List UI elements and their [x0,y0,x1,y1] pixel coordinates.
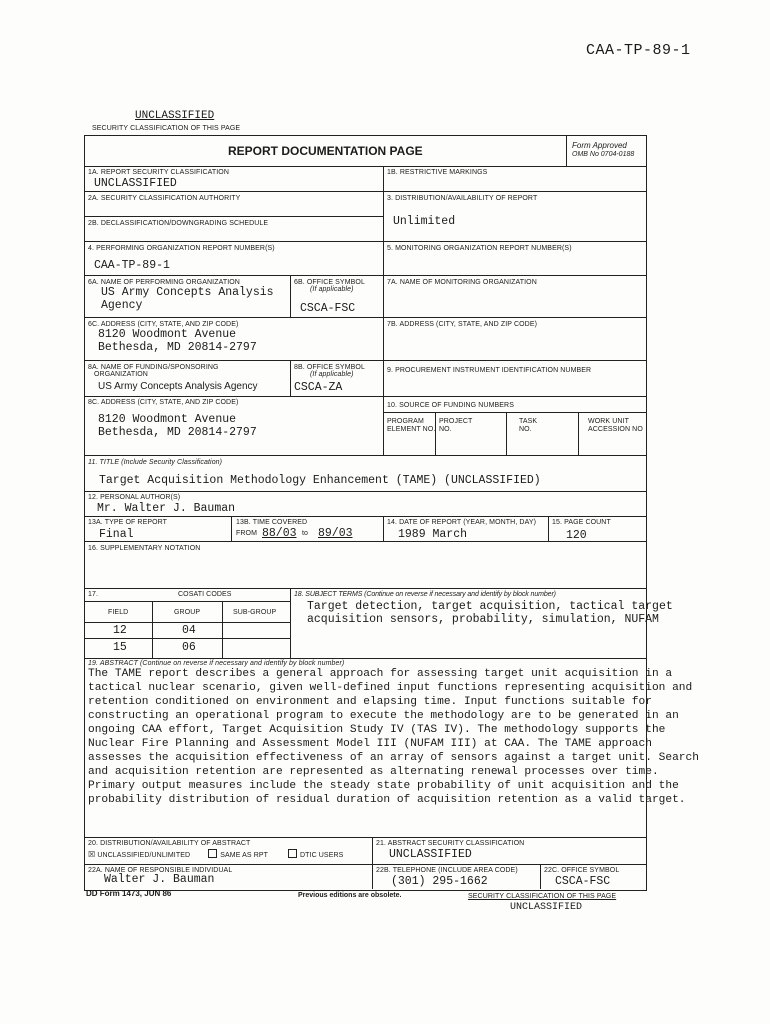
f8b-label: 8B. OFFICE SYMBOL [294,364,365,371]
opt-unclassified-unlimited: UNCLASSIFIED/UNLIMITED [97,852,191,859]
form-title: REPORT DOCUMENTATION PAGE [228,144,423,158]
f15-label: 15. PAGE COUNT [552,519,611,526]
form-approved: Form Approved [572,141,627,150]
f13a-label: 13A. TYPE OF REPORT [88,519,168,526]
f3-label: 3. DISTRIBUTION/AVAILABILITY OF REPORT [387,195,538,202]
f10-task-1: TASK [519,418,538,425]
f7b-label: 7B. ADDRESS (CITY, STATE, AND ZIP CODE) [387,321,538,328]
f6b-sub: (If applicable) [310,286,354,293]
abstract-security-classification: UNCLASSIFIED [389,848,472,861]
f22b-label: 22B. TELEPHONE (INCLUDE AREA CODE) [376,867,518,874]
abstract-line: probability distribution of residual duration of acquisition retention as a valid target. [88,794,686,806]
f8a-label1: 8A. NAME OF FUNDING/SPONSORING [88,364,219,371]
checked-box-icon: ☒ [88,850,96,859]
report-type: Final [99,528,134,541]
distribution-value: Unlimited [393,215,456,228]
abstract-line: assesses the acquisition effectiveness of an array of sensors against a target unit. Search [88,752,699,764]
f1b-label: 1B. RESTRICTIVE MARKINGS [387,169,488,176]
f12-label: 12. PERSONAL AUTHOR(S) [88,494,181,501]
opt-same-as-rpt: SAME AS RPT [220,852,268,859]
f18-label: 18. SUBJECT TERMS (Continue on reverse if necessary and identify by block number) [294,591,556,598]
top-classification: UNCLASSIFIED [135,110,215,122]
funding-address-line1: 8120 Woodmont Avenue [98,413,237,426]
f13b-to-label: to [302,530,309,537]
f10-label: 10. SOURCE OF FUNDING NUMBERS [387,402,514,409]
f16-label: 16. SUPPLEMENTARY NOTATION [88,545,201,552]
funding-office-symbol: CSCA-ZA [294,381,343,394]
opt-dtic-users: DTIC USERS [300,852,344,859]
f2b-label: 2B. DECLASSIFICATION/DOWNGRADING SCHEDULE [88,220,269,227]
form-id: DD Form 1473, JUN 86 [86,889,172,898]
cosati-group-1: 04 [182,624,196,637]
performing-report-number: CAA-TP-89-1 [94,259,170,272]
f22c-label: 22C. OFFICE SYMBOL [544,867,620,874]
report-date: 1989 March [398,528,468,541]
abstract-line: constructing an operational program to execute the methodology are to be generated in an [88,710,679,722]
abstract-line: ongoing CAA effort, Target Acquisition Study IV (TAS IV). The methodology supports the [88,724,666,736]
funding-address-line2: Bethesda, MD 20814-2797 [98,426,257,439]
f10-project-1: PROJECT [439,418,473,425]
f5-label: 5. MONITORING ORGANIZATION REPORT NUMBER(S) [387,245,572,252]
performing-org-line2: Agency [101,299,143,312]
subject-terms-line2: acquisition sensors, probability, simulation, NUFAM [307,613,659,626]
office-symbol-22c: CSCA-FSC [555,875,611,888]
footer-security-label: SECURITY CLASSIFICATION OF THIS PAGE [468,893,617,900]
performing-address-line1: 8120 Woodmont Avenue [98,328,237,341]
f6b-label: 6B. OFFICE SYMBOL [294,279,365,286]
f20-label: 20. DISTRIBUTION/AVAILABILITY OF ABSTRACT [88,840,251,847]
f20-options [88,849,343,860]
responsible-individual: Walter J. Bauman [104,873,215,886]
f6c-label: 6C. ADDRESS (CITY, STATE, AND ZIP CODE) [88,321,239,328]
subject-terms-line1: Target detection, target acquisition, tactical target [307,600,673,613]
time-to: 89/03 [318,527,353,540]
abstract-line: and acquisition retention are represented as alternating renewal processes over time. [88,766,659,778]
f21-label: 21. ABSTRACT SECURITY CLASSIFICATION [376,840,525,847]
f4-label: 4. PERFORMING ORGANIZATION REPORT NUMBER(S) [88,245,275,252]
f14-label: 14. DATE OF REPORT (YEAR, MONTH, DAY) [387,519,537,526]
performing-office-symbol: CSCA-FSC [300,302,356,315]
f9-label: 9. PROCUREMENT INSTRUMENT IDENTIFICATION NUMBER [387,367,592,374]
funding-org-name: US Army Concepts Analysis Agency [98,381,258,392]
f10-task-2: NO. [519,426,532,433]
f1a-label: 1A. REPORT SECURITY CLASSIFICATION [88,169,229,176]
group-header: GROUP [174,609,201,616]
f17-label: 17. [88,591,99,598]
personal-author: Mr. Walter J. Bauman [97,502,236,515]
cosati-codes: COSATI CODES [178,591,232,598]
abstract-line: The TAME report describes a general approach for assessing target unit acquisition in a [88,668,673,680]
security-page-label: SECURITY CLASSIFICATION OF THIS PAGE [92,125,241,132]
f10-work-2: ACCESSION NO [588,426,643,433]
f10-program-1: PROGRAM [387,418,424,425]
abstract-line: retention conditioned on environment and elapsing time. Input functions suitable for [88,696,652,708]
previous-editions: Previous editions are obsolete. [298,892,402,899]
subgroup-header: SUB-GROUP [233,609,277,616]
footer-classification: UNCLASSIFIED [510,902,583,913]
f8c-label: 8C. ADDRESS (CITY, STATE, AND ZIP CODE) [88,399,239,406]
f10-work-1: WORK UNIT [588,418,629,425]
field-header: FIELD [108,609,129,616]
report-security-classification: UNCLASSIFIED [94,177,177,190]
time-from: 88/03 [262,527,297,540]
performing-org-line1: US Army Concepts Analysis [101,286,274,299]
document-number: CAA-TP-89-1 [586,42,691,59]
f10-program-2: ELEMENT NO. [387,426,436,433]
checkbox-icon [288,849,297,858]
f13b-label: 13B. TIME COVERED [236,519,308,526]
report-title: Target Acquisition Methodology Enhancement (TAME) (UNCLASSIFIED) [99,474,541,487]
omb-number: OMB No 0704-0188 [572,151,635,158]
page-count: 120 [566,529,587,542]
f8b-sub: (If applicable) [310,371,354,378]
f8a-label2: ORGANIZATION [94,371,148,378]
checkbox-icon [208,849,217,858]
cosati-field-2: 15 [113,641,127,654]
cosati-group-2: 06 [182,641,196,654]
cosati-field-1: 12 [113,624,127,637]
f6a-label: 6A. NAME OF PERFORMING ORGANIZATION [88,279,240,286]
abstract-line: Nuclear Fire Planning and Assessment Model III (NUFAM III) at CAA. The TAME approach [88,738,652,750]
abstract-line: tactical nuclear scenario, given well-defined input functions representing acquisition and [88,682,693,694]
f11-label: 11. TITLE (Include Security Classification) [88,459,223,466]
abstract-line: Primary output measures include the steady state probability of unit acquisition and the [88,780,679,792]
f7a-label: 7A. NAME OF MONITORING ORGANIZATION [387,279,537,286]
f13b-from-label: FROM [236,530,258,537]
f10-project-2: NO. [439,426,452,433]
f19-label: 19. ABSTRACT (Continue on reverse if necessary and identify by block number) [88,660,345,667]
f2a-label: 2A. SECURITY CLASSIFICATION AUTHORITY [88,195,241,202]
telephone: (301) 295-1662 [391,875,488,888]
performing-address-line2: Bethesda, MD 20814-2797 [98,341,257,354]
f22a-label: 22A. NAME OF RESPONSIBLE INDIVIDUAL [88,867,233,874]
